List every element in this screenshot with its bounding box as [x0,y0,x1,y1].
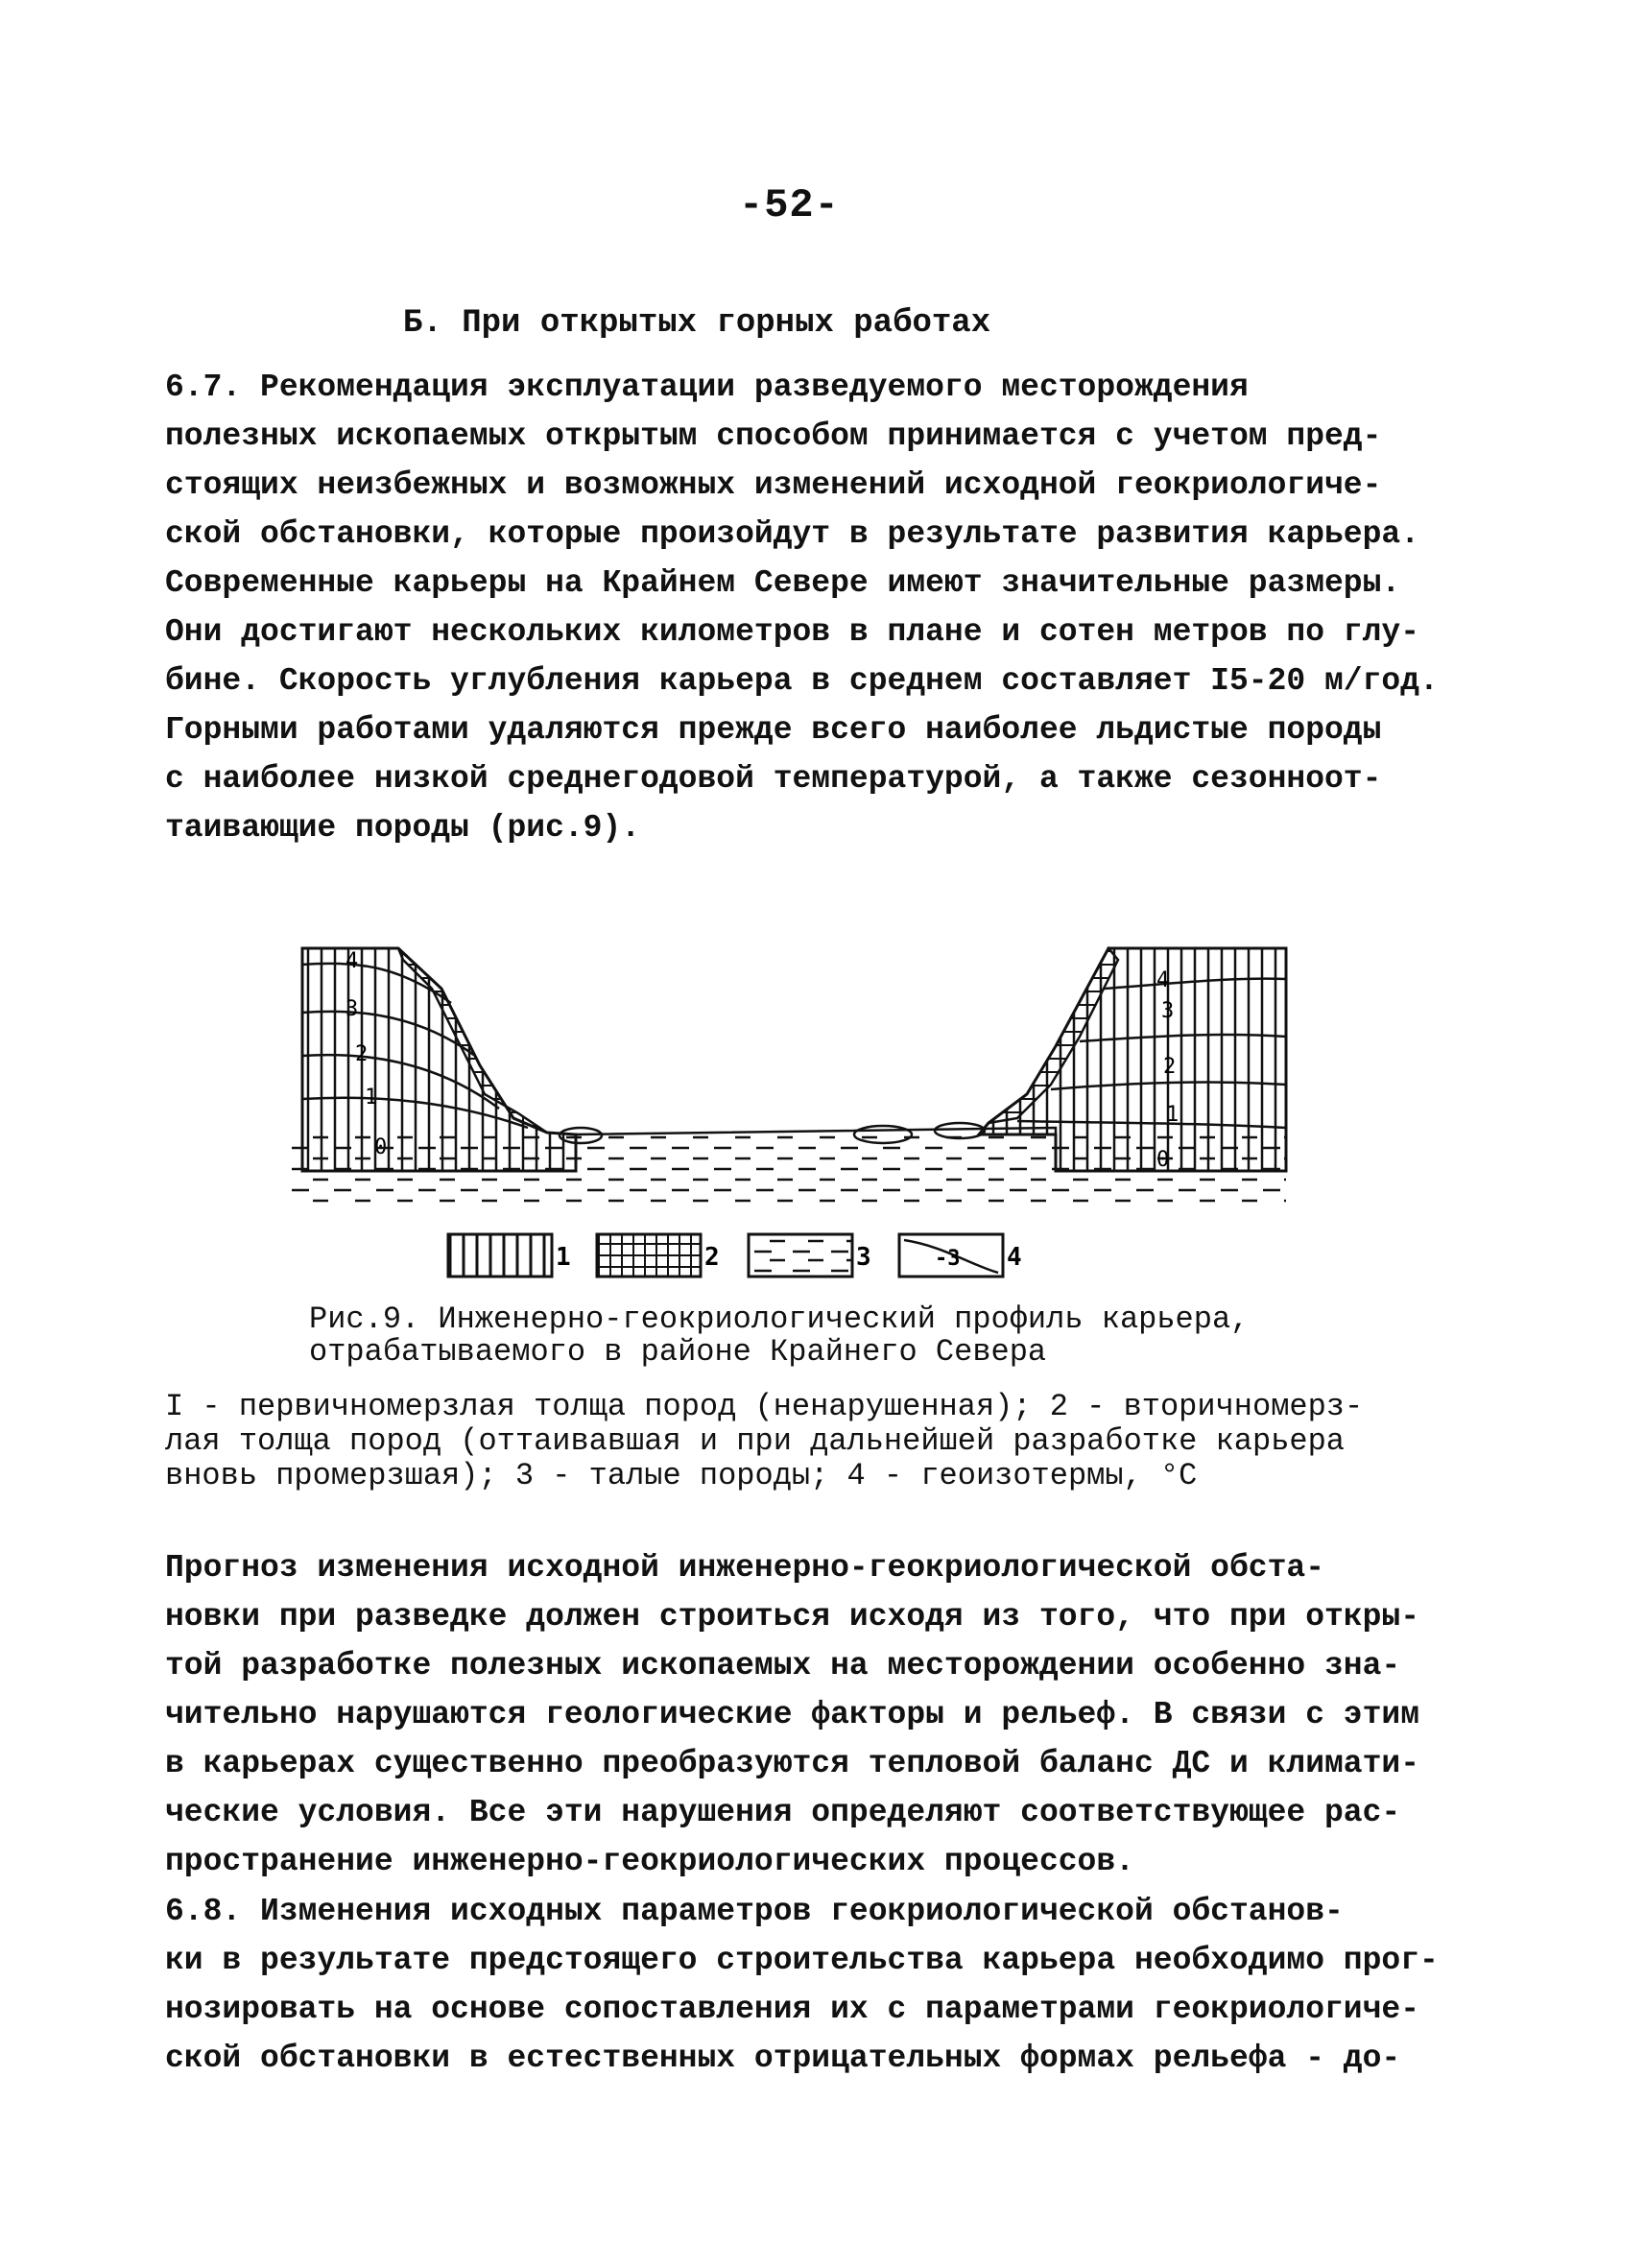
isotherm-label: 3 [1161,999,1175,1023]
isotherm-label: 1 [365,1086,378,1110]
legend-number: 4 [1007,1243,1022,1272]
section-heading: Б. При открытых горных работах [403,305,991,342]
legend-number: 1 [556,1243,571,1272]
legend-primary-frozen-swatch [448,1234,552,1277]
isotherm-label: 3 [345,997,359,1021]
isotherm-label: 2 [355,1042,369,1066]
figure-legend [443,1227,1058,1286]
paragraph-6-8: 6.8. Изменения исходных параметров геокриологической обстанов- ки в результате предстоящего строительства карьера необходимо прог- нозировать на основе сопоставления их с параметрами геокриологиче- ской обстановки в естественных отрицательных формах рельефа - до- [165,1894,1439,2076]
paragraph-forecast: Прогноз изменения исходной инженерно-геокриологической обста- новки при разведке должен строиться исходя из того, что при откры- той разработке полезных ископаемых на месторождении особенно зна- чительно нарушаются геологические факторы и рельеф. В связи с этим в карьерах существенно преобразуются тепловой баланс ДС и климати- ческие условия. Все эти нарушения определяют соответствующее рас- пространение инженерно-геокриологических процессов. [165,1550,1420,1879]
isotherm-label: 0 [1156,1148,1170,1172]
isotherm-label: 1 [1166,1103,1179,1127]
legend-isotherm-label: -3 [935,1247,961,1271]
legend-number: 3 [856,1243,871,1272]
paragraph-6-7: 6.7. Рекомендация эксплуатации разведуемого месторождения полезных ископаемых открытым способом принимается с учетом пред- стоящих неизбежных и возможных изменений исходной геокриологиче- ской обстановки, которые произойдут в результате развития карьера. Современные карьеры на Крайнем Севере имеют значительные размеры. Они достигают нескольких километров в плане и сотен метров по глу- бине. Скорость углубления карьера в среднем составляет I5-20 м/год. Горными работами удаляются прежде всего наиболее льдистые породы с наиболее низкой среднегодовой температурой, а также сезонноот- таивающие породы (рис.9). [165,370,1439,846]
figure-caption-legend: I - первичномерзлая толща пород (ненарушенная); 2 - вторичномерз- лая толща пород (оттаивавшая и при дальнейшей разработке карьера вновь промерзшая); 3 - талые породы; 4 - геоизотермы, °С [165,1389,1364,1493]
legend-secondary-frozen-swatch [597,1234,701,1277]
page-number: -52- [739,182,840,228]
isotherm-label: 4 [345,949,359,973]
figure-caption-title: Рис.9. Инженерно-геокриологический профиль карьера, отрабатываемого в районе Крайнего Севера [309,1301,1250,1370]
isotherm-label: 2 [1163,1055,1177,1079]
isotherm-label: 4 [1156,968,1170,992]
legend-number: 2 [704,1243,720,1272]
legend-thawed-swatch [749,1234,852,1277]
